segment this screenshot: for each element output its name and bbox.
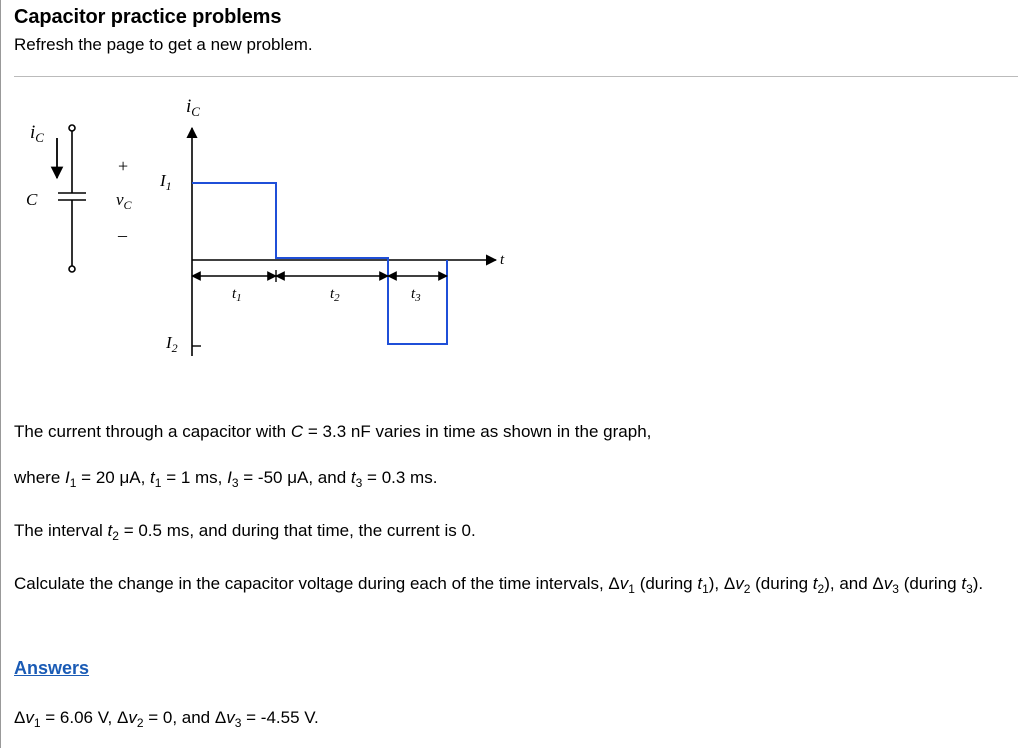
divider [14,76,1018,77]
answers-link[interactable]: Answers [14,658,90,678]
capacitor-label: C [26,190,38,209]
ic-top-label: $i_C$ [186,96,200,119]
t1-label: $t_1$ [232,286,242,304]
current-waveform [192,183,447,344]
i1-label: $I_1$ [160,171,172,193]
plus-sign: + [118,156,129,176]
problem-statement-line-3: The interval $t_2 = 0.5$ ms, and during that time, the current is 0. [14,521,476,543]
i2-label: $I_2$ [166,333,178,355]
t-axis-label: t [500,252,505,268]
left-border [0,0,1,748]
problem-statement-line-1: The current through a capacitor with C = 3.3 nF varies in time as shown in the graph, [14,422,652,441]
ic-left-label: $i_C$ [30,122,44,145]
answer-text: $\Delta v_1 = 6.06$ V, $\Delta v_2 = 0$, and $\Delta v_3 = -4.55$ V. [14,708,319,730]
capacitor-symbol [58,125,86,272]
page-subtitle: Refresh the page to get a new problem. [14,35,313,54]
t3-label: $t_3$ [411,286,421,304]
t2-label: $t_2$ [330,286,340,304]
problem-question: Calculate the change in the capacitor voltage during each of the time intervals, $\Delta v_1$ (during $t_1$), $\Delta v_2$ (during $t_2$), and $\Delta v_3$ (during $t_3$). [14,574,984,596]
problem-statement-line-2: where $I_1 = 20$ μA, $t_1 = 1$ ms, $I_3 = -50$ μA, and $t_3 = 0.3$ ms. [14,468,438,490]
circuit-and-waveform-diagram [20,90,520,390]
page-title: Capacitor practice problems [14,6,282,28]
vc-label: $v_C$ [116,190,132,212]
minus-sign: – [118,225,127,245]
interval-markers [192,270,447,282]
